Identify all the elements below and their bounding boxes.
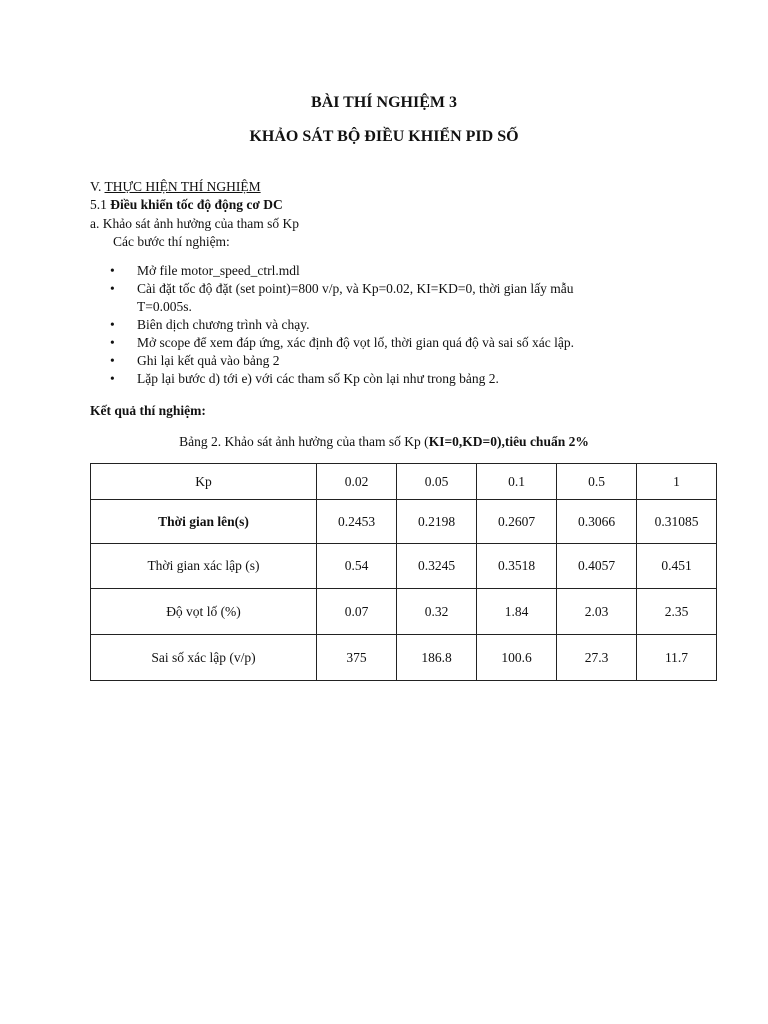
table-cell: 0.3245 <box>397 544 477 589</box>
results-table <box>90 463 717 681</box>
table-cell: 2.03 <box>557 589 637 635</box>
results-heading: Kết quả thí nghiệm: <box>90 403 206 418</box>
bullet-icon: • <box>110 353 115 368</box>
list-item <box>90 316 690 334</box>
table-cell: 0.32 <box>397 589 477 635</box>
table-cell: 100.6 <box>477 635 557 681</box>
table-cell: 0.4057 <box>557 544 637 589</box>
table-caption <box>0 434 768 450</box>
table-cell: 0.2453 <box>317 500 397 544</box>
table-header-cell: 0.02 <box>317 464 397 500</box>
section-prefix: V. <box>90 179 105 194</box>
table-row <box>91 500 717 544</box>
list-item <box>90 334 690 352</box>
bullet-icon: • <box>110 371 115 386</box>
document-title: BÀI THÍ NGHIỆM 3 <box>311 94 457 111</box>
bullet-icon: • <box>110 335 115 350</box>
table-header-cell: 1 <box>637 464 717 500</box>
table-cell: 0.2198 <box>397 500 477 544</box>
table-row-label: Thời gian xác lập (s) <box>91 544 317 589</box>
table-cell: 1.84 <box>477 589 557 635</box>
list-item-continuation <box>90 298 690 316</box>
bullet-icon: • <box>110 281 115 296</box>
bullet-icon: • <box>110 317 115 332</box>
section-heading <box>90 179 261 195</box>
table-cell: 0.31085 <box>637 500 717 544</box>
table-cell: 0.3518 <box>477 544 557 589</box>
subsection-title: Điều khiển tốc độ động cơ DC <box>110 197 283 212</box>
table-header-cell: 0.05 <box>397 464 477 500</box>
table-header-row <box>91 464 717 500</box>
list-item <box>90 280 690 298</box>
section-title: THỰC HIỆN THÍ NGHIỆM <box>104 179 261 194</box>
table-header-cell: Kp <box>91 464 317 500</box>
table-cell: 375 <box>317 635 397 681</box>
step-text: Mở file motor_speed_ctrl.mdl <box>137 263 300 278</box>
table-cell: 0.451 <box>637 544 717 589</box>
list-item <box>90 262 690 280</box>
table-cell: 0.3066 <box>557 500 637 544</box>
caption-text: Bảng 2. Khảo sát ảnh hưởng của tham số Kp ( <box>179 434 429 449</box>
subsection-number: 5.1 <box>90 197 111 212</box>
caption-bold-text: KI=0,KD=0),tiêu chuẩn 2% <box>428 434 589 449</box>
table-row <box>91 544 717 589</box>
table-row-label: Độ vọt lố (%) <box>91 589 317 635</box>
steps-list <box>90 262 690 388</box>
step-text: Biên dịch chương trình và chạy. <box>137 317 310 332</box>
table-row <box>91 589 717 635</box>
table-cell: 0.54 <box>317 544 397 589</box>
table-header-cell: 0.1 <box>477 464 557 500</box>
table-cell: 2.35 <box>637 589 717 635</box>
table-cell: 0.07 <box>317 589 397 635</box>
part-a-heading: a. Khảo sát ảnh hưởng của tham số Kp <box>90 216 300 231</box>
list-item <box>90 352 690 370</box>
table-cell: 27.3 <box>557 635 637 681</box>
table-cell: 186.8 <box>397 635 477 681</box>
step-text: Cài đặt tốc độ đặt (set point)=800 v/p, và Kp=0.02, KI=KD=0, thời gian lấy mẫu <box>137 281 574 296</box>
steps-intro: Các bước thí nghiệm: <box>113 234 230 249</box>
step-text: Lặp lại bước d) tới e) với các tham số Kp còn lại như trong bảng 2. <box>137 371 499 386</box>
subsection-heading <box>90 197 283 213</box>
step-text: Ghi lại kết quả vào bảng 2 <box>137 353 280 368</box>
table-row-label: Sai số xác lập (v/p) <box>91 635 317 681</box>
table-row-label: Thời gian lên(s) <box>91 500 317 544</box>
list-item <box>90 370 690 388</box>
table-header-cell: 0.5 <box>557 464 637 500</box>
table-row <box>91 635 717 681</box>
bullet-icon: • <box>110 263 115 278</box>
table-cell: 0.2607 <box>477 500 557 544</box>
table-cell: 11.7 <box>637 635 717 681</box>
step-text: T=0.005s. <box>137 299 192 314</box>
document-subtitle: KHẢO SÁT BỘ ĐIỀU KHIỂN PID SỐ <box>249 128 519 145</box>
step-text: Mở scope để xem đáp ứng, xác định độ vọt lố, thời gian quá độ và sai số xác lập. <box>137 335 575 350</box>
